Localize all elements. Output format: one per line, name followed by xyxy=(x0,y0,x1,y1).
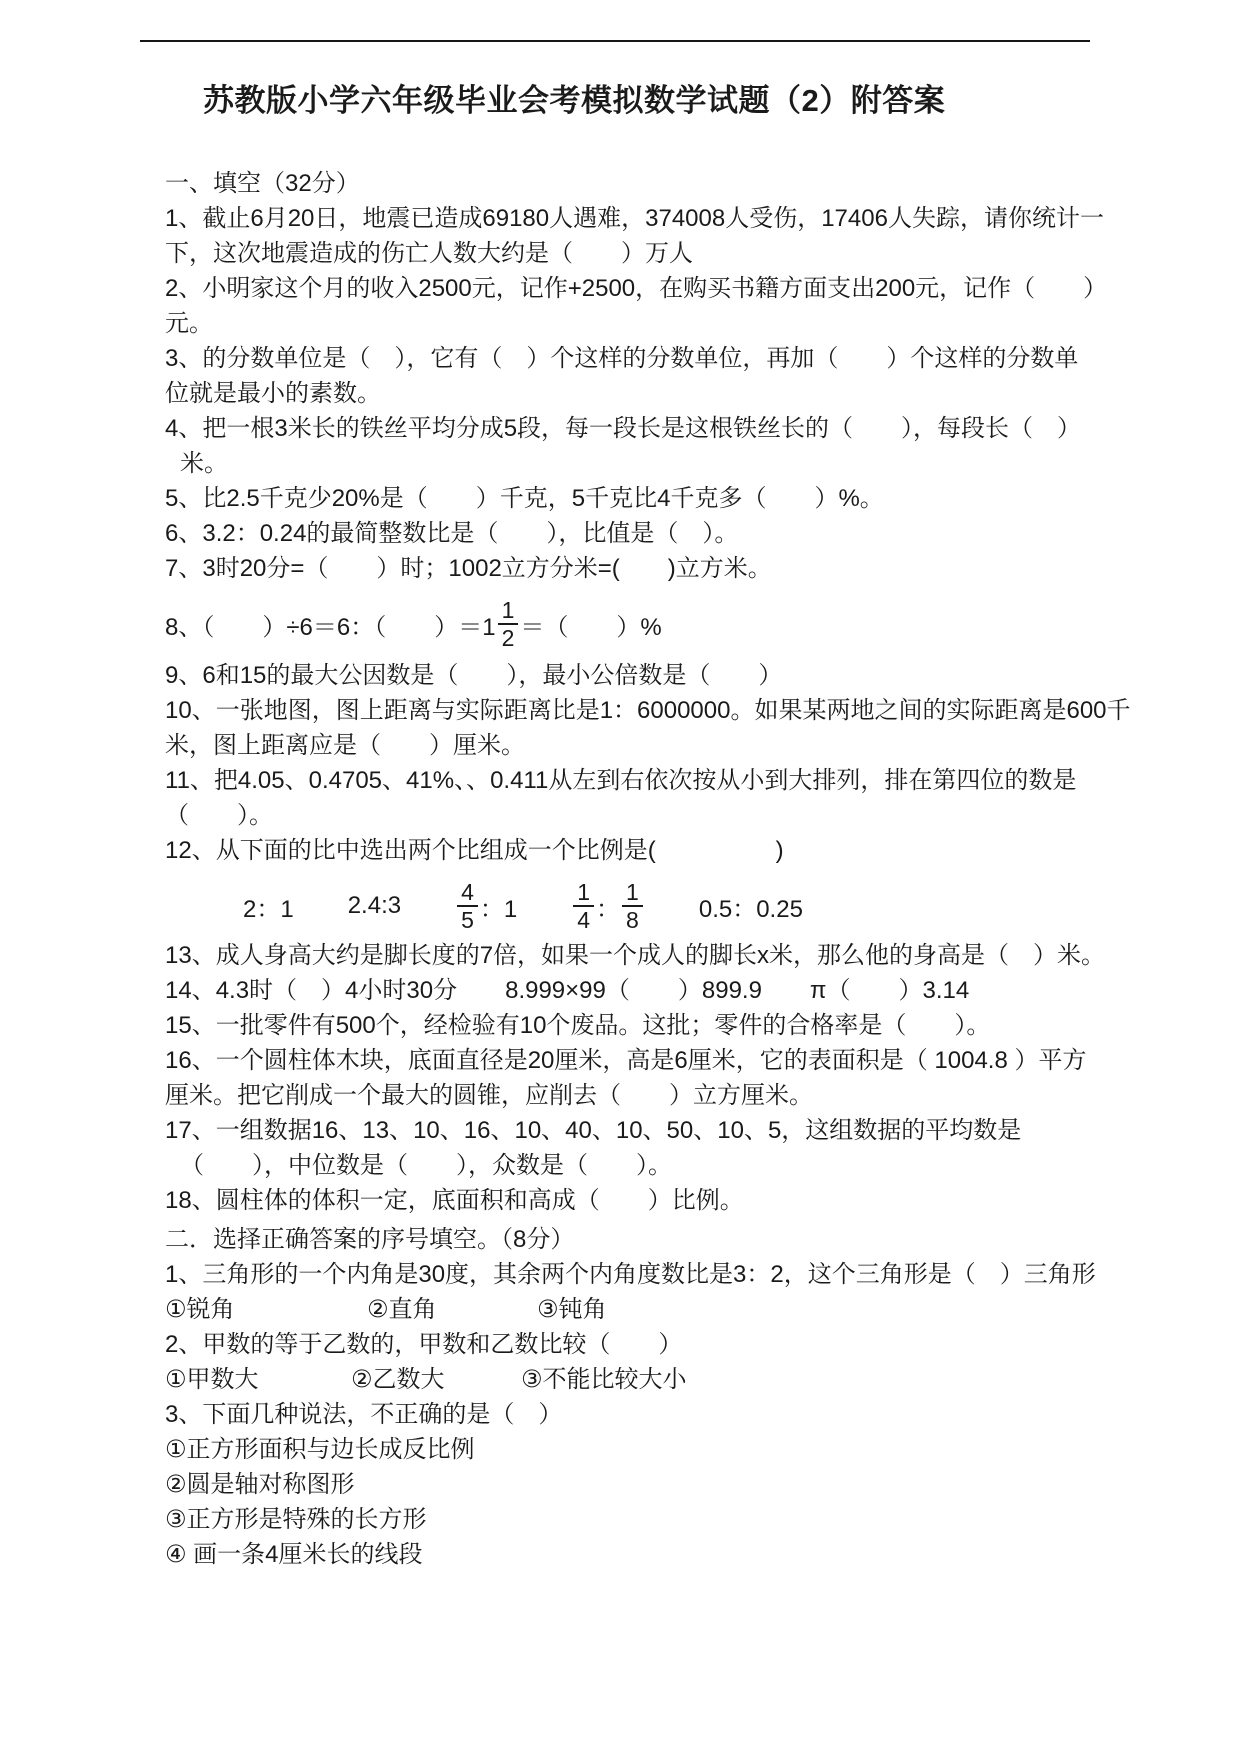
s2-q3: 3、下面几种说法，不正确的是（ ） xyxy=(165,1401,563,1428)
s2-q3-option-3: ③正方形是特殊的长方形 xyxy=(165,1506,427,1533)
s2-q2-option-1: ①甲数大 xyxy=(165,1366,259,1393)
fraction-denominator: 8 xyxy=(626,907,639,933)
fraction-numerator: 1 xyxy=(622,880,643,907)
s2-q1-option-2: ②直角 xyxy=(367,1296,437,1323)
s1-q3-line2: 位就是最小的素数。 xyxy=(165,380,381,407)
s2-q2: 2、甲数的等于乙数的，甲数和乙数比较（ ） xyxy=(165,1331,683,1358)
s1-q2-line2: 元。 xyxy=(165,310,213,337)
s2-q1-options xyxy=(165,1292,1095,1327)
s1-q8 xyxy=(165,590,1095,658)
s1-q16-line2: 厘米。把它削成一个最大的圆锥，应削去（ ）立方厘米。 xyxy=(165,1082,813,1109)
ratio-colon: ： xyxy=(596,895,621,923)
s1-q9: 9、6和15的最大公因数是（ ），最小公倍数是（ ） xyxy=(165,662,783,689)
fraction-1-8 xyxy=(622,880,643,932)
s2-q3-option-1: ①正方形面积与边长成反比例 xyxy=(165,1436,475,1463)
ratio-2p4-3: 2.4:3 xyxy=(347,892,402,919)
s1-q11-line2: （ ）。 xyxy=(165,802,273,829)
fraction-denominator: 5 xyxy=(461,907,474,933)
page-content xyxy=(165,0,1131,1572)
fraction-numerator: 1 xyxy=(498,598,519,625)
s1-q16-line1: 16、一个圆柱体木块，底面直径是20厘米，高是6厘米，它的表面积是（ 1004.8 ）平方 xyxy=(165,1047,1087,1074)
s1-q6: 6、3.2：0.24的最简整数比是（ ），比值是（ ）。 xyxy=(165,520,739,547)
s2-q3-option-2: ②圆是轴对称图形 xyxy=(165,1471,355,1498)
s2-q2-option-3: ③不能比较大小 xyxy=(521,1366,687,1393)
s1-q8-post: ＝（ ）% xyxy=(520,613,662,641)
s2-q1-option-1: ①锐角 xyxy=(165,1296,235,1323)
fraction-numerator: 1 xyxy=(573,880,594,907)
s1-q18: 18、圆柱体的体积一定，底面积和高成（ ）比例。 xyxy=(165,1187,744,1214)
s2-q3-option-4: ④ 画一条4厘米长的线段 xyxy=(165,1541,423,1568)
s2-q1: 1、三角形的一个内角是30度，其余两个内角度数比是3：2，这个三角形是（ ）三角形 xyxy=(165,1261,1096,1288)
fraction-1-2 xyxy=(498,598,519,650)
s1-q17-line2: （ ），中位数是（ ），众数是（ ）。 xyxy=(180,1152,672,1179)
s1-q3-line1: 3、的分数单位是（ ），它有（ ）个这样的分数单位，再加（ ）个这样的分数单 xyxy=(165,345,1079,372)
s1-q15: 15、一批零件有500个，经检验有10个废品。这批；零件的合格率是（ ）。 xyxy=(165,1012,991,1039)
page-title: 苏教版小学六年级毕业会考模拟数学试题（2）附答案 xyxy=(203,83,946,118)
s1-q1-line2: 下，这次地震造成的伤亡人数大约是（ ）万人 xyxy=(165,240,693,267)
s1-q1-line1: 1、截止6月20日，地震已造成69180人遇难，374008人受伤，17406人失踪，请你统计一 xyxy=(165,205,1104,232)
fraction-4-5 xyxy=(457,880,478,932)
ratio-suffix: ：1 xyxy=(479,895,518,923)
s1-q5: 5、比2.5千克少20%是（ ）千克，5千克比4千克多（ ）%。 xyxy=(165,485,884,512)
s1-q10-line1: 10、一张地图，图上距离与实际距离比是1：6000000。如果某两地之间的实际距离是600千 xyxy=(165,697,1131,724)
s1-q13: 13、成人身高大约是脚长度的7倍，如果一个成人的脚长x米，那么他的身高是（ ）米。 xyxy=(165,942,1106,969)
s1-q12: 12、从下面的比中选出两个比组成一个比例是( ) xyxy=(165,837,784,864)
ratio-0p5-0p25: 0.5：0.25 xyxy=(698,895,803,923)
section2-heading: 二．选择正确答案的序号填空。（8分） xyxy=(165,1226,575,1253)
top-rule xyxy=(140,40,1090,42)
fraction-numerator: 4 xyxy=(457,880,478,907)
fraction-denominator: 4 xyxy=(577,907,591,933)
fraction-denominator: 2 xyxy=(501,625,515,651)
s1-q2-line1: 2、小明家这个月的收入2500元，记作+2500，在购买书籍方面支出200元，记作（ ） xyxy=(165,275,1108,302)
s2-q2-option-2: ②乙数大 xyxy=(351,1366,445,1393)
s2-q2-options xyxy=(165,1362,1095,1397)
s1-q4-line2: 米。 xyxy=(180,450,228,477)
s1-q11-line1: 11、把4.05、0.4705、41%、、0.411从左到右依次按从小到大排列，排在第四位的数是 xyxy=(165,767,1077,794)
s1-q17-line1: 17、一组数据16、13、10、16、10、40、10、50、10、5，这组数据的平均数是 xyxy=(165,1117,1022,1144)
ratio-1-4-to-1-8 xyxy=(571,880,645,932)
s2-q1-option-3: ③钝角 xyxy=(537,1296,607,1323)
section1-heading: 一、填空（32分） xyxy=(165,170,360,197)
s1-q10-line2: 米，图上距离应是（ ）厘米。 xyxy=(165,732,525,759)
s1-q4-line1: 4、把一根3米长的铁丝平均分成5段，每一段长是这根铁丝长的（ ），每段长（ ） xyxy=(165,415,1082,442)
ratio-4-5-to-1 xyxy=(455,880,517,932)
fraction-1-4 xyxy=(573,880,594,932)
s1-q14: 14、4.3时（ ）4小时30分 8.999×99（ ）899.9 π（ ）3.14 xyxy=(165,977,970,1004)
s1-q8-pre: 8、（ ）÷6＝6：（ ）＝1 xyxy=(165,613,496,641)
ratio-2-1: 2：1 xyxy=(243,895,294,923)
s1-q7: 7、3时20分=（ ）时；1002立方分米=( )立方米。 xyxy=(165,555,772,582)
s1-q12-ratio-candidates xyxy=(165,874,1095,938)
